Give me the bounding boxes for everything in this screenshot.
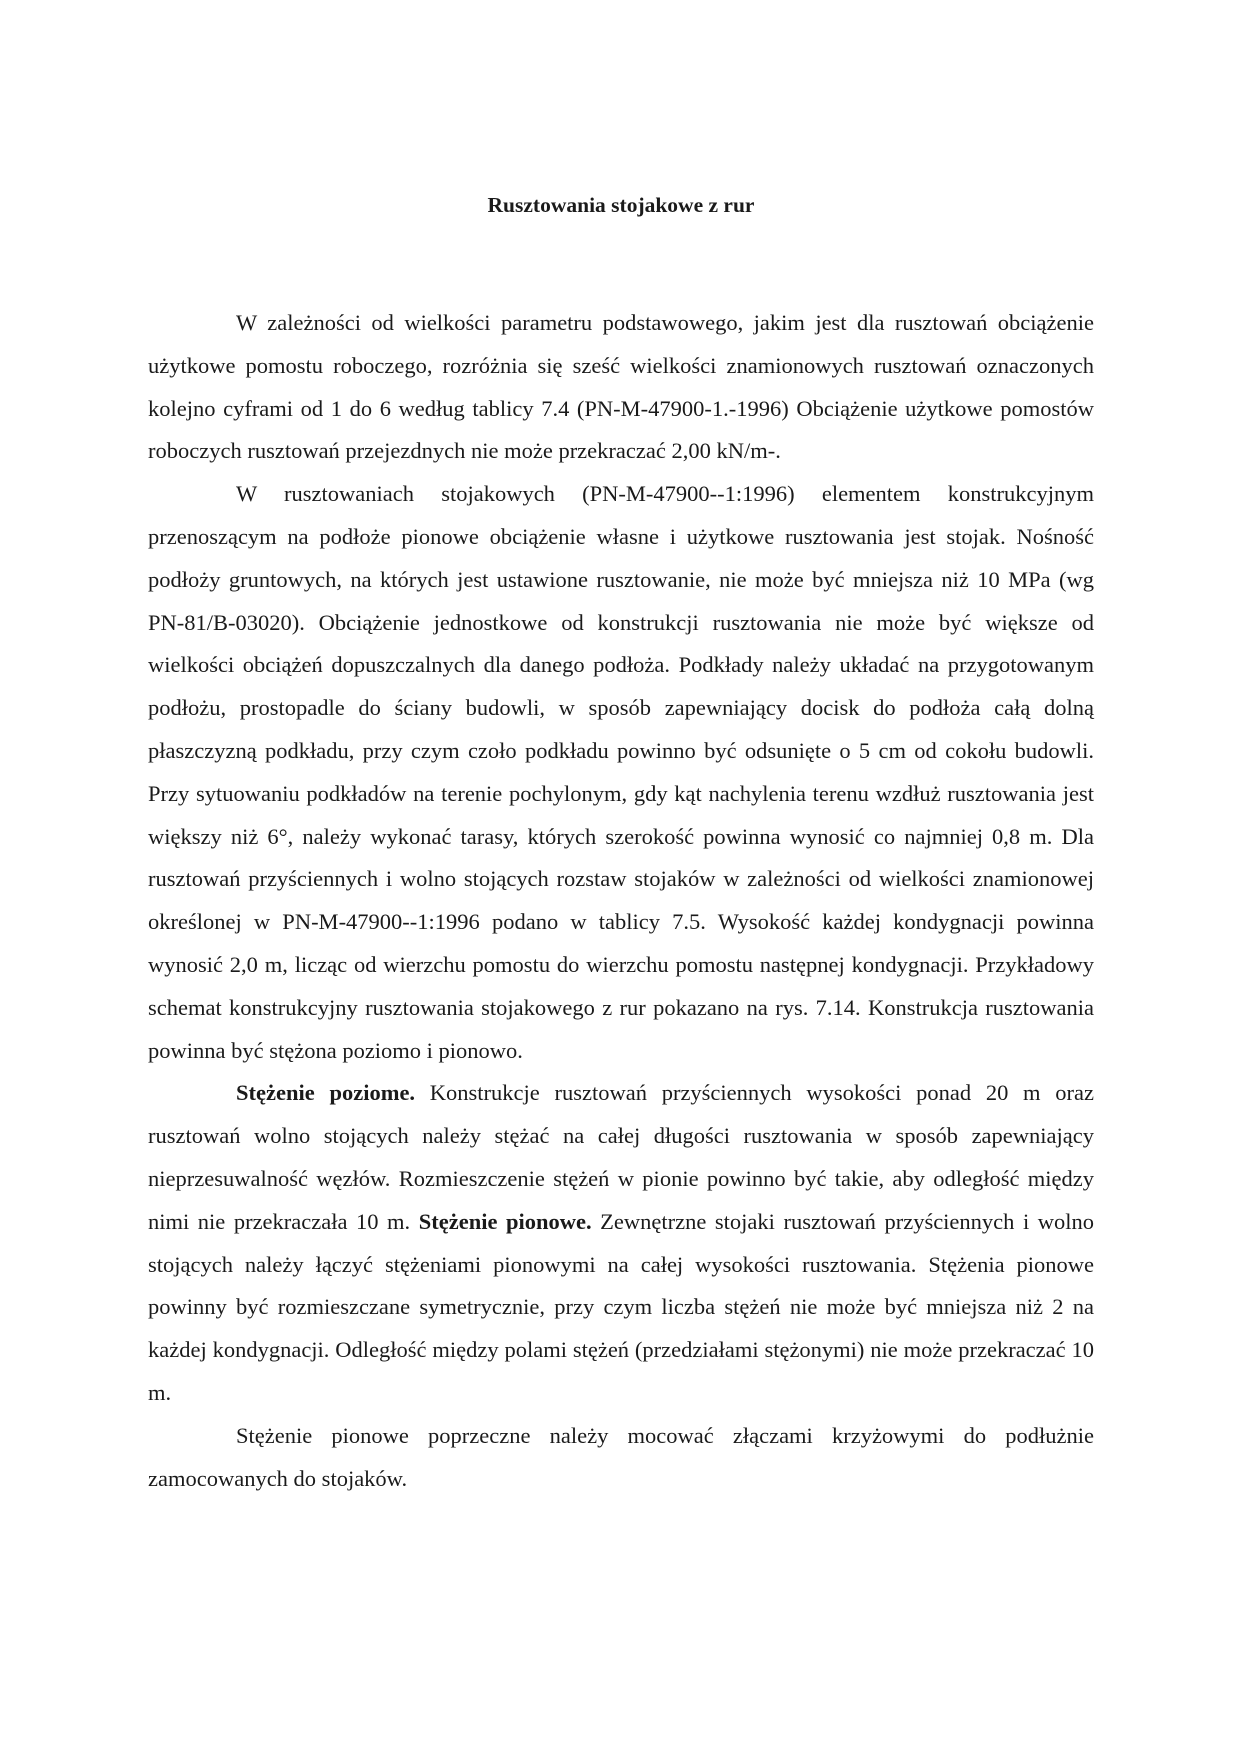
paragraph-transverse-bracing: Stężenie pionowe poprzeczne należy mocować złączami krzyżowymi do podłużnie zamocowanych do stojaków. [148, 1422, 1094, 1491]
text-horizontal-bracing: Konstrukcje rusztowań przyściennych wysokości ponad 20 m oraz rusztowań wolno stojących należy stężać na całej długości rusztowania w sposób zapewniający nieprzesuwalność węzłów. Rozmieszczenie stężeń w pionie powinno być takie, aby odległość między nimi nie przekraczała 10 m. [148, 1080, 1095, 1234]
heading-vertical-bracing: Stężenie pionowe. [418, 1208, 592, 1234]
document-page [148, 190, 1094, 1500]
paragraph-bracing [148, 1072, 1094, 1414]
text-vertical-bracing: Zewnętrzne stojaki rusztowań przyściennych i wolno stojących należy łączyć stężeniami pionowymi na całej wysokości rusztowania. Stężenia pionowe powinny być rozmieszczane symetrycznie, przy czym liczba stężeń nie może być mniejsza niż 2 na każdej kondygnacji. Odległość między polami stężeń (przedziałami stężonymi) nie może przekraczać 10 m. [148, 1208, 1094, 1405]
document-title: Rusztowania stojakowe z rur [487, 193, 755, 217]
paragraph-standing-scaffolds: W rusztowaniach stojakowych (PN-M-47900--1:1996) elementem konstrukcyjnym przenoszącym na podłoże pionowe obciążenie własne i użytkowe rusztowania jest stojak. Nośność podłoży gruntowych, na których jest ustawione rusztowanie, nie może być mniejsza niż 10 MPa (wg PN-81/B-03020). Obciążenie jednostkowe od konstrukcji rusztowania nie może być większe od wielkości obciążeń dopuszczalnych dla danego podłoża. Podkłady należy układać na przygotowanym podłożu, prostopadle do ściany budowli, w sposób zapewniający docisk do podłoża całą dolną płaszczyzną podkładu, przy czym czoło podkładu powinno być odsunięte o 5 cm od cokołu budowli. Przy sytuowaniu podkładów na terenie pochylonym, gdy kąt nachylenia terenu wzdłuż rusztowania jest większy niż 6°, należy wykonać tarasy, których szerokość powinna wynosić co najmniej 0,8 m. Dla rusztowań przyściennych i wolno stojących rozstaw stojaków w zależności od wielkości znamionowej określonej w PN-M-47900--1:1996 podano w tablicy 7.5. Wysokość każdej kondygnacji powinna wynosić 2,0 m, licząc od wierzchu pomostu do wierzchu pomostu następnej kondygnacji. Przykładowy schemat konstrukcyjny rusztowania stojakowego z rur pokazano na rys. 7.14. Konstrukcja rusztowania powinna być stężona poziomo i pionowo. [148, 481, 1094, 1063]
paragraph-load-classes: W zależności od wielkości parametru podstawowego, jakim jest dla rusztowań obciążenie użytkowe pomostu roboczego, rozróżnia się sześć wielkości znamionowych rusztowań oznaczonych kolejno cyframi od 1 do 6 według tablicy 7.4 (PN-M-47900-1.-1996) Obciążenie użytkowe pomostów roboczych rusztowań przejezdnych nie może przekraczać 2,00 kN/m-. [148, 310, 1094, 464]
heading-horizontal-bracing: Stężenie poziome. [236, 1080, 416, 1106]
